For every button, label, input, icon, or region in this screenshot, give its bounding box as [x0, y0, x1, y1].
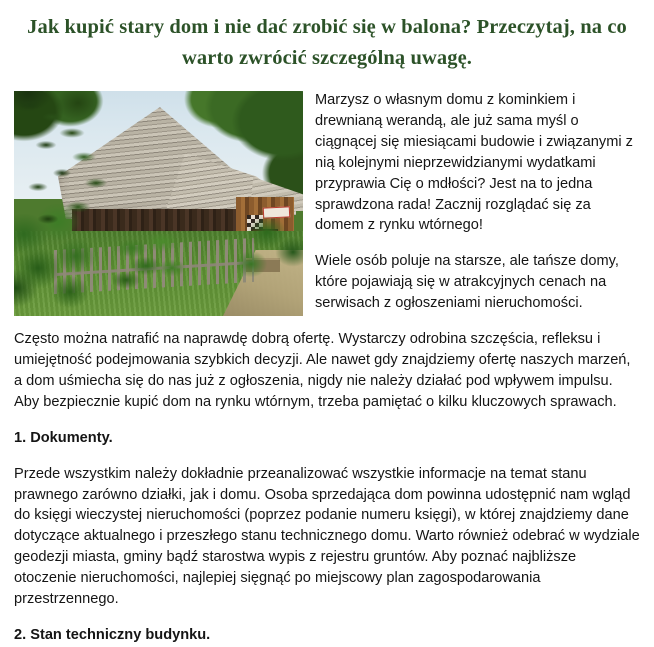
photo-right-bush	[237, 208, 303, 286]
section-heading-stan-techniczny: 2. Stan techniczny budynku.	[14, 626, 211, 643]
intro-paragraph-3: Często można natrafić na naprawdę dobrą ofertę. Wystarczy odrobina szczęścia, refleksu i umiejętność podejmowania szybkich decyzji. Ale nawet gdy znajdziemy ofertę naszych marzeń, a dom uśmiecha się do nas już z ogłoszenia, nigdy nie należy działać pod wpływem impulsu. Aby bezpiecznie kupić dom na rynku wtórnym, trzeba pamiętać o kilku kluczowych sprawach.	[14, 331, 631, 410]
photo-overhanging-branch	[14, 91, 136, 247]
intro-paragraph-1: Marzysz o własnym domu z kominkiem i drewnianą werandą, ale już sama myśl o ciągnącej się miesiącami budowie i związanymi z nią kolejnymi nieprzewidzianymi wydatkami przyprawia Cię o mdłości? Jest na to jedna sprawdzona rada! Zacznij rozglądać się za domem z rynku wtórnego!	[315, 92, 633, 234]
intro-paragraph-2: Wiele osób poluje na starsze, ale tańsze domy, które pojawiają się w atrakcyjnych cenach na serwisach z ogłoszeniami nieruchomości.	[315, 253, 619, 312]
article-photo	[14, 91, 303, 316]
section-body-dokumenty: Przede wszystkim należy dokładnie przeanalizować wszystkie informacje na temat stanu prawnego zarówno działki, jak i domu. Osoba sprzedająca dom powinna udostępnić nam wgląd do księgi wieczystej nieruchomości (poprzez podanie numeru księgi), w której znajdziemy dane dotyczące aktualnego i przeszłego stanu technicznego domu. Warto również odebrać w wydziale geodezji miasta, gminy bądź starostwa wypis z rejestru gruntów. Aby poznać najbliższe otoczenie nieruchomości, najlepiej sięgnąć po miejscowy plan zagospodarowania przestrzennego.	[14, 465, 640, 608]
article-body	[0, 74, 654, 646]
cottage-photo-illustration	[14, 91, 303, 316]
page-title: Jak kupić stary dom i nie dać zrobić się w balona? Przeczytaj, na co warto zwrócić szczególną uwagę.	[27, 16, 627, 69]
section-heading-dokumenty: 1. Dokumenty.	[14, 429, 113, 446]
